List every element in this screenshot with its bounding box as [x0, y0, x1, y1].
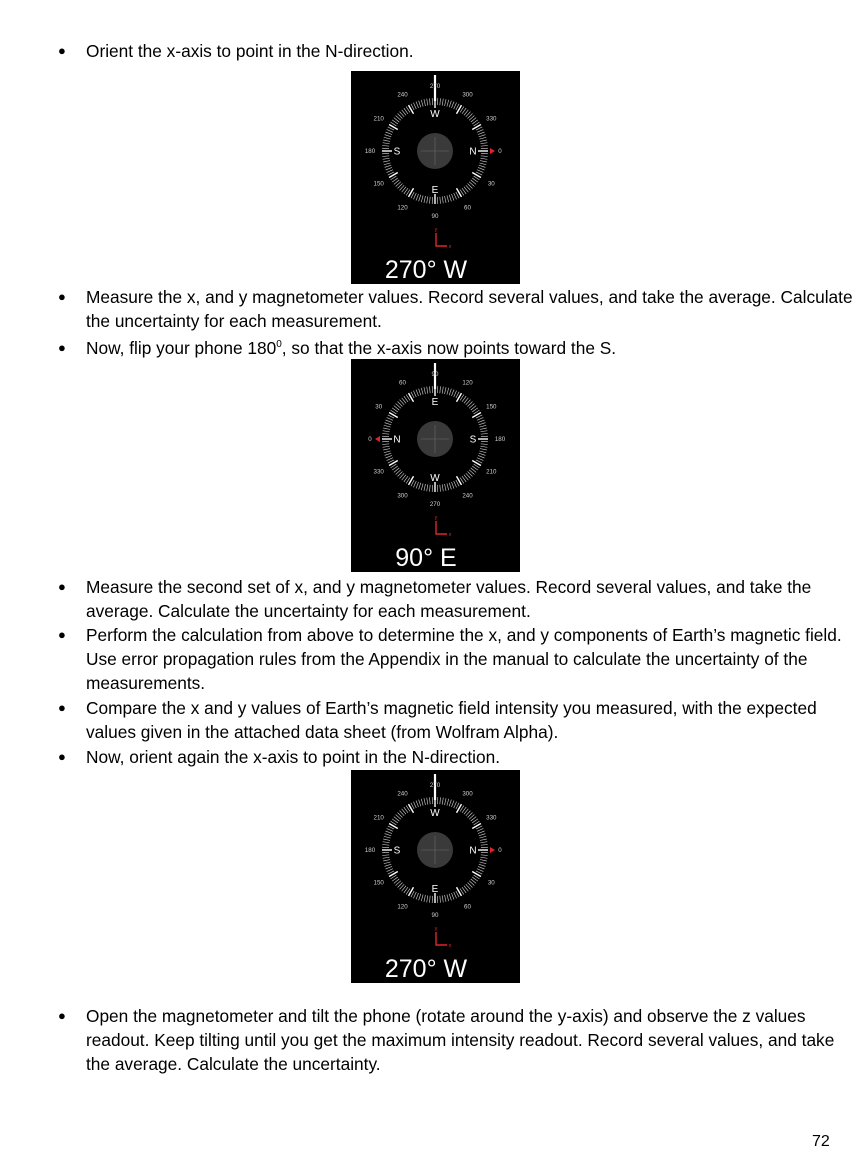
degree-label: 0 — [498, 148, 502, 155]
bullet-icon: ● — [58, 627, 66, 642]
degree-label: 150 — [373, 879, 384, 887]
dial-tick — [449, 101, 451, 108]
dial-tick — [416, 482, 419, 489]
dial-tick — [478, 132, 485, 135]
dial-tick — [384, 451, 391, 453]
dial-tick — [384, 163, 391, 165]
degree-label: 120 — [397, 903, 408, 911]
dial-tick — [472, 824, 481, 829]
page-number: 72 — [812, 1133, 830, 1150]
dial-tick — [481, 433, 488, 434]
dial-tick — [385, 135, 392, 137]
dial-tick — [413, 892, 416, 898]
degree-label: 60 — [399, 379, 406, 387]
dial-tick — [442, 895, 443, 902]
dial-tick — [480, 446, 487, 447]
bullet-icon: ● — [58, 1008, 66, 1023]
degree-label: 90 — [431, 912, 439, 919]
degree-label: 270 — [429, 83, 441, 90]
instruction-text: Perform the calculation from above to determine the x, and y components of Earth’s magnetic field. Use error propagation rules from the Appendix in the manual to calculate the uncertainty of the measurements. — [86, 625, 842, 694]
axis-y-label: y — [434, 515, 438, 521]
bullet-icon: ● — [58, 700, 66, 715]
dial-tick — [421, 100, 423, 107]
compass-image — [351, 359, 520, 572]
degree-label: 210 — [373, 814, 384, 822]
dial-tick — [481, 145, 488, 146]
degree-label: 180 — [494, 436, 506, 443]
dial-tick — [429, 797, 430, 804]
degree-label: 120 — [462, 379, 473, 387]
dial-tick — [416, 801, 419, 808]
dial-tick — [479, 423, 486, 425]
dial-tick — [447, 483, 449, 490]
axis-x-label: x — [448, 244, 452, 250]
dial-tick — [472, 461, 481, 466]
instruction-text: Orient the x-axis to point in the N-direction. — [86, 41, 414, 61]
dial-tick — [477, 869, 483, 872]
axis-x-label: x — [448, 943, 452, 949]
degree-label: 330 — [486, 814, 497, 822]
dial-tick — [479, 864, 486, 866]
degree-label: 150 — [373, 180, 384, 188]
dial-tick — [449, 894, 451, 901]
degree-superscript: 0 — [276, 339, 282, 350]
degree-label: 120 — [397, 204, 408, 212]
dial-tick — [427, 484, 428, 491]
dial-tick — [383, 842, 390, 843]
dial-tick — [472, 125, 481, 130]
dial-tick — [440, 896, 441, 903]
instruction-text: Now, flip your phone $180^0$, so that the x-axis now points toward the S. — [86, 338, 617, 358]
degree-label: 60 — [464, 903, 471, 911]
dial-tick — [479, 451, 486, 453]
cardinal-label: S — [393, 146, 401, 158]
dial-tick — [451, 893, 454, 900]
dial-tick — [384, 137, 391, 139]
dial-tick — [481, 156, 488, 157]
dial-tick — [478, 167, 485, 170]
dial-tick — [454, 103, 457, 109]
cardinal-label: N — [393, 434, 401, 446]
instruction-text: Open the magnetometer and tilt the phone (rotate around the y-axis) and observe the z values readout. Keep tilting until you get the maximum intensity readout. Record several values, and take the average. Calculate the uncertainty. — [86, 1006, 835, 1075]
dial-tick — [457, 393, 462, 402]
dial-tick — [427, 387, 428, 394]
dial-tick — [442, 99, 443, 106]
dial-tick — [477, 170, 483, 173]
degree-label: 300 — [462, 790, 473, 798]
dial-tick — [478, 455, 485, 458]
dial-tick — [454, 892, 457, 898]
degree-label: 270 — [429, 501, 441, 508]
dial-tick — [477, 417, 483, 420]
dial-tick — [419, 483, 421, 490]
dial-tick — [384, 862, 391, 864]
degree-label: 240 — [462, 492, 473, 500]
dial-tick — [409, 105, 414, 114]
dial-tick — [442, 196, 443, 203]
degree-label: 150 — [486, 403, 497, 411]
dial-tick — [409, 804, 414, 813]
dial-tick — [445, 196, 446, 203]
cardinal-label: W — [430, 808, 440, 819]
dial-tick — [445, 387, 446, 394]
degree-label: 30 — [487, 879, 495, 887]
dial-tick — [386, 831, 393, 834]
compass-dial — [351, 359, 520, 572]
dial-tick — [383, 161, 390, 162]
dial-tick — [457, 476, 462, 485]
dial-tick — [429, 386, 430, 393]
dial-tick — [386, 132, 393, 135]
axis-y-label: y — [434, 227, 438, 233]
dial-tick — [419, 101, 421, 108]
compass-image — [351, 770, 520, 983]
cardinal-label: W — [430, 473, 440, 484]
dial-tick — [480, 449, 487, 450]
axis-x-label: x — [448, 532, 452, 538]
degree-label: 210 — [373, 115, 384, 123]
compass-dial — [351, 770, 520, 983]
dial-tick — [382, 145, 389, 146]
dial-tick — [382, 433, 389, 434]
degree-label: 30 — [487, 180, 495, 188]
dial-tick — [389, 413, 398, 418]
degree-label: 330 — [373, 468, 384, 476]
cardinal-label: E — [431, 884, 439, 895]
dial-tick — [442, 484, 443, 491]
dial-tick — [445, 798, 446, 805]
dial-tick — [385, 165, 392, 167]
dial-tick — [383, 446, 390, 447]
dial-tick — [421, 195, 423, 202]
compass-image — [351, 71, 520, 284]
dial-tick — [454, 391, 457, 397]
degree-label: 0 — [368, 436, 372, 443]
north-pointer-icon — [490, 847, 495, 853]
degree-label: 300 — [397, 492, 408, 500]
dial-tick — [442, 387, 443, 394]
degree-label: 90 — [431, 371, 439, 378]
dial-tick — [387, 828, 393, 831]
dial-tick — [454, 193, 457, 199]
dial-tick — [440, 797, 441, 804]
dial-tick — [427, 798, 428, 805]
dial-tick — [383, 428, 390, 429]
dial-tick — [429, 197, 430, 204]
dial-tick — [479, 836, 486, 838]
dial-tick — [481, 444, 488, 445]
dial-tick — [387, 869, 393, 872]
dial-tick — [449, 389, 451, 396]
axis-indicator-icon — [436, 521, 447, 534]
dial-tick — [382, 855, 389, 856]
dial-tick — [480, 842, 487, 843]
dial-tick — [447, 799, 449, 806]
dial-tick — [480, 161, 487, 162]
dial-tick — [382, 444, 389, 445]
dial-tick — [419, 800, 421, 807]
dial-tick — [387, 458, 393, 461]
dial-tick — [445, 99, 446, 106]
dial-tick — [382, 844, 389, 845]
dial-tick — [480, 431, 487, 432]
bullet-icon: ● — [58, 289, 66, 304]
dial-tick — [424, 484, 425, 491]
dial-tick — [419, 894, 421, 901]
dial-tick — [440, 485, 441, 492]
compass-dial — [351, 71, 520, 284]
cardinal-label: E — [431, 185, 439, 196]
dial-tick — [480, 140, 487, 141]
degree-label: 270 — [429, 782, 441, 789]
dial-tick — [384, 425, 391, 427]
north-pointer-icon — [375, 436, 380, 442]
dial-tick — [447, 388, 449, 395]
dial-tick — [387, 170, 393, 173]
axis-indicator-icon — [436, 233, 447, 246]
dial-tick — [383, 449, 390, 450]
dial-tick — [389, 872, 398, 877]
dial-tick — [389, 461, 398, 466]
degree-label: 90 — [431, 213, 439, 220]
dial-tick — [419, 195, 421, 202]
bullet-icon: ● — [58, 43, 66, 58]
dial-tick — [480, 857, 487, 858]
dial-tick — [481, 855, 488, 856]
dial-tick — [472, 413, 481, 418]
dial-tick — [477, 828, 483, 831]
dial-tick — [421, 483, 423, 490]
dial-tick — [382, 156, 389, 157]
north-pointer-icon — [490, 148, 495, 154]
dial-tick — [480, 143, 487, 144]
dial-tick — [480, 428, 487, 429]
cardinal-label: N — [469, 845, 477, 857]
dial-tick — [386, 455, 393, 458]
dial-tick — [479, 862, 486, 864]
dial-tick — [384, 836, 391, 838]
dial-tick — [421, 388, 423, 395]
dial-tick — [479, 135, 486, 137]
dial-tick — [440, 386, 441, 393]
dial-tick — [457, 804, 462, 813]
dial-tick — [481, 844, 488, 845]
instruction-text: Compare the x and y values of Earth’s magnetic field intensity you measured, with the expected values given in the attached data sheet (from Wolfram Alpha). — [86, 698, 817, 743]
dial-tick — [479, 453, 486, 455]
dial-tick — [413, 391, 416, 397]
degree-label: 330 — [486, 115, 497, 123]
dial-tick — [413, 103, 416, 109]
dial-tick — [457, 887, 462, 896]
dial-tick — [447, 100, 449, 107]
dial-tick — [383, 431, 390, 432]
dial-tick — [383, 857, 390, 858]
dial-tick — [480, 860, 487, 861]
dial-tick — [383, 839, 390, 840]
dial-tick — [477, 129, 483, 132]
dial-tick — [383, 143, 390, 144]
degree-label: 30 — [375, 403, 383, 411]
dial-tick — [421, 799, 423, 806]
dial-tick — [479, 137, 486, 139]
dial-tick — [386, 167, 393, 170]
degree-label: 60 — [464, 204, 471, 212]
cardinal-label: E — [431, 397, 439, 408]
dial-tick — [451, 102, 454, 109]
cardinal-label: W — [430, 109, 440, 120]
dial-tick — [424, 387, 425, 394]
dial-tick — [385, 834, 392, 836]
dial-tick — [409, 188, 414, 197]
axis-indicator-icon — [436, 932, 447, 945]
dial-tick — [457, 105, 462, 114]
dial-tick — [477, 458, 483, 461]
dial-tick — [409, 887, 414, 896]
bullet-icon: ● — [58, 579, 66, 594]
dial-tick — [454, 481, 457, 487]
dial-tick — [457, 188, 462, 197]
cardinal-label: S — [469, 434, 477, 446]
bullet-icon: ● — [58, 749, 66, 764]
dial-tick — [480, 158, 487, 159]
bullet-icon: ● — [58, 340, 66, 355]
dial-tick — [385, 864, 392, 866]
dial-tick — [421, 894, 423, 901]
cardinal-label: N — [469, 146, 477, 158]
dial-tick — [447, 894, 449, 901]
dial-tick — [451, 801, 454, 808]
dial-tick — [424, 895, 425, 902]
dial-tick — [479, 165, 486, 167]
dial-tick — [424, 196, 425, 203]
dial-tick — [386, 866, 393, 869]
dial-tick — [413, 193, 416, 199]
degree-label: 240 — [397, 790, 408, 798]
dial-tick — [424, 99, 425, 106]
dial-tick — [387, 417, 393, 420]
dial-tick — [451, 194, 454, 201]
dial-tick — [445, 895, 446, 902]
degree-label: 180 — [364, 847, 376, 854]
dial-tick — [478, 420, 485, 423]
dial-tick — [472, 872, 481, 877]
dial-tick — [440, 98, 441, 105]
degree-label: 210 — [486, 468, 497, 476]
dial-tick — [427, 895, 428, 902]
dial-tick — [442, 798, 443, 805]
dial-tick — [478, 866, 485, 869]
dial-tick — [447, 195, 449, 202]
degree-label: 180 — [364, 148, 376, 155]
instruction-text: Measure the x, and y magnetometer values. Record several values, and take the average. Calculate the uncertainty for each measurement. — [86, 287, 853, 332]
dial-tick — [387, 129, 393, 132]
dial-tick — [416, 893, 419, 900]
dial-tick — [445, 484, 446, 491]
dial-tick — [389, 824, 398, 829]
dial-tick — [385, 423, 392, 425]
dial-tick — [451, 390, 454, 397]
dial-tick — [383, 860, 390, 861]
dial-tick — [409, 476, 414, 485]
dial-tick — [389, 173, 398, 178]
degree-label: 0 — [498, 847, 502, 854]
dial-tick — [416, 390, 419, 397]
degree-label: 240 — [397, 91, 408, 99]
dial-tick — [478, 831, 485, 834]
dial-tick — [383, 140, 390, 141]
dial-tick — [413, 802, 416, 808]
cardinal-label: S — [393, 845, 401, 857]
instruction-text: Measure the second set of x, and y magnetometer values. Record several values, and take the average. Calculate the uncertainty for each measurement. — [86, 577, 812, 622]
dial-tick — [479, 163, 486, 165]
dial-tick — [409, 393, 414, 402]
dial-tick — [413, 481, 416, 487]
dial-tick — [386, 420, 393, 423]
dial-tick — [449, 483, 451, 490]
dial-tick — [389, 125, 398, 130]
dial-tick — [454, 802, 457, 808]
dial-tick — [385, 453, 392, 455]
dial-tick — [449, 800, 451, 807]
dial-tick — [479, 425, 486, 427]
dial-tick — [416, 102, 419, 109]
dial-tick — [416, 194, 419, 201]
dial-tick — [424, 798, 425, 805]
dial-tick — [427, 196, 428, 203]
dial-tick — [429, 896, 430, 903]
dial-tick — [440, 197, 441, 204]
instruction-text: Now, orient again the x-axis to point in the N-direction. — [86, 747, 501, 767]
dial-tick — [427, 99, 428, 106]
degree-label: 300 — [462, 91, 473, 99]
dial-tick — [472, 173, 481, 178]
heading-readout: 270° W — [384, 256, 468, 284]
heading-readout: 270° W — [384, 955, 468, 983]
dial-tick — [480, 839, 487, 840]
dial-tick — [449, 195, 451, 202]
dial-tick — [383, 158, 390, 159]
dial-tick — [429, 485, 430, 492]
dial-tick — [419, 389, 421, 396]
dial-tick — [451, 482, 454, 489]
axis-y-label: y — [434, 926, 438, 932]
heading-readout: 90° E — [395, 544, 457, 572]
dial-tick — [429, 98, 430, 105]
dial-tick — [479, 834, 486, 836]
